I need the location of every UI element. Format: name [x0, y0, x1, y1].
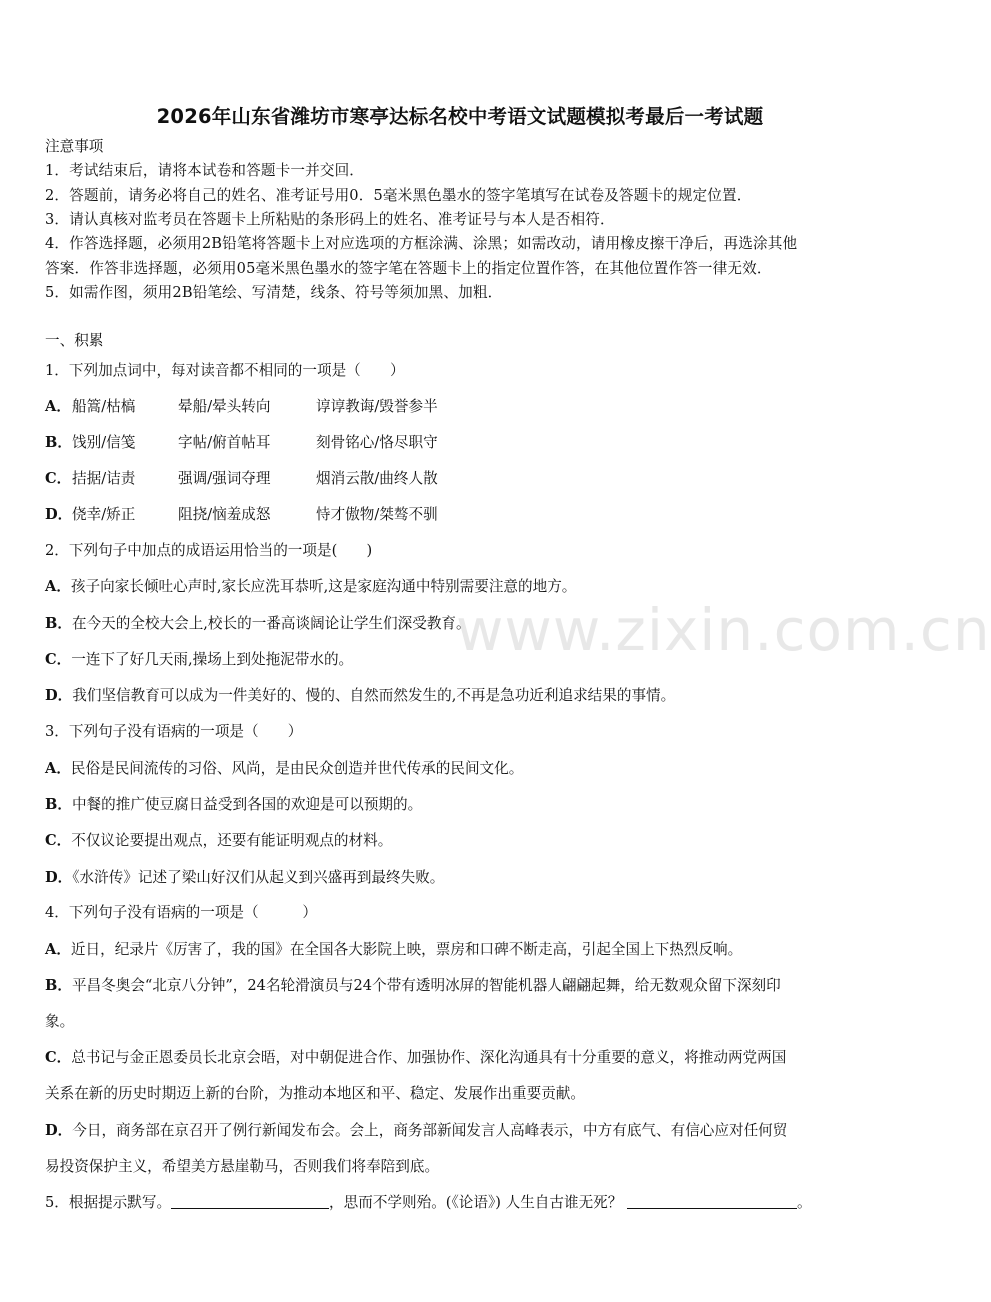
option-text: 《水浒传》记述了梁山好汉们从起义到兴盛再到最终失败。 [72, 869, 445, 886]
question-3-option-a [45, 759, 523, 779]
option-label: D． [45, 687, 73, 704]
option-label: A． [45, 398, 71, 415]
watermark [456, 596, 991, 664]
question-4-option-d [45, 1121, 787, 1141]
option-label: A． [45, 941, 71, 958]
option-text: 我们坚信教育可以成为一件美好的、慢的、自然而然发生的,不再是急功近利追求结果的事情。 [72, 687, 676, 704]
option-text: 孩子向家长倾吐心声时,家长应洗耳恭听,这是家庭沟通中特别需要注意的地方。 [70, 578, 577, 595]
option-cell: 谆谆教诲/毁誉参半 [316, 398, 438, 415]
question-5-end: 。 [797, 1194, 812, 1211]
question-3-option-b [45, 795, 422, 815]
question-2-stem: 2．下列句子中加点的成语运用恰当的一项是( ) [45, 542, 373, 559]
question-4-stem: 4．下列句子没有语病的一项是（ ） [45, 904, 317, 921]
question-4-option-b-cont: 象。 [45, 1013, 75, 1030]
option-text: 平昌冬奥会“北京八分钟”，24名轮滑演员与24个带有透明冰屏的智能机器人翩翩起舞，给无数观众留下深刻印 [71, 977, 781, 994]
option-cell: 拮据/诘责 [72, 470, 136, 487]
notice-item-2: 2．答题前，请务必将自己的姓名、准考证号用0．5毫米黑色墨水的签字笔填写在试卷及答题卡的规定位置． [45, 187, 752, 204]
notice-item-5: 5．如需作图，须用2B铅笔绘、写清楚，线条、符号等须加黑、加粗． [45, 284, 503, 301]
option-label: C． [45, 470, 72, 487]
option-label: B． [45, 434, 72, 451]
option-label: A． [45, 578, 71, 595]
fill-blank-2[interactable] [627, 1194, 797, 1209]
question-4-option-b [45, 976, 781, 996]
question-3-option-c [45, 831, 392, 851]
question-1-option-a [45, 397, 845, 417]
question-3-option-d [45, 868, 444, 888]
option-cell: 字帖/俯首帖耳 [178, 434, 271, 451]
question-4-option-a [45, 940, 742, 960]
question-4-option-c [45, 1048, 786, 1068]
option-cell: 船篙/枯槁 [72, 398, 136, 415]
question-1-option-c [45, 469, 845, 489]
option-label: C． [45, 832, 72, 849]
option-label: C． [45, 651, 72, 668]
option-label: A． [45, 760, 71, 777]
question-1-option-b [45, 433, 845, 453]
question-2-option-b [45, 614, 471, 634]
option-label: D． [45, 869, 73, 886]
page-title: 2026年山东省潍坊市寒亭达标名校中考语文试题模拟考最后一考试题 [156, 105, 764, 128]
question-2-option-d [45, 686, 675, 706]
option-cell: 强调/强词夺理 [178, 470, 271, 487]
option-label: B． [45, 615, 72, 632]
option-text: 不仅议论要提出观点，还要有能证明观点的材料。 [71, 832, 393, 849]
option-label: D． [45, 1122, 73, 1139]
notice-item-1: 1．考试结束后，请将本试卷和答题卡一并交回． [45, 162, 365, 179]
option-label: B． [45, 977, 72, 994]
notice-item-4-cont: 答案．作答非选择题，必须用05毫米黑色墨水的签字笔在答题卡上的指定位置作答，在其他位置作答一律无效． [45, 260, 772, 277]
option-cell: 阻挠/恼羞成怒 [178, 506, 271, 523]
watermark-text: www.zixin.com.cn [456, 596, 991, 664]
option-text: 中餐的推广使豆腐日益受到各国的欢迎是可以预期的。 [71, 796, 423, 813]
question-5 [45, 1193, 812, 1213]
section-heading: 一、积累 [45, 332, 104, 349]
option-text: 在今天的全校大会上,校长的一番高谈阔论让学生们深受教育。 [71, 615, 471, 632]
option-cell: 晕船/晕头转向 [178, 398, 271, 415]
option-cell: 侥幸/矫正 [72, 506, 136, 523]
option-label: C． [45, 1049, 72, 1066]
option-cell: 饯别/信笺 [72, 434, 136, 451]
question-4-option-d-cont: 易投资保护主义，希望美方悬崖勒马，否则我们将奉陪到底。 [45, 1158, 440, 1175]
option-cell: 恃才傲物/桀骜不驯 [316, 506, 438, 523]
option-cell: 刻骨铭心/恪尽职守 [316, 434, 438, 451]
question-2-option-a [45, 577, 576, 597]
option-text: 总书记与金正恩委员长北京会晤，对中朝促进合作、加强协作、深化沟通具有十分重要的意义，将推动两党两国 [71, 1049, 787, 1066]
option-text: 一连下了好几天雨,操场上到处拖泥带水的。 [71, 651, 354, 668]
option-text: 民俗是民间流传的习俗、风尚，是由民众创造并世代传承的民间文化。 [70, 760, 524, 777]
question-5-middle: ，思而不学则殆。(《论语》) 人生自古谁无死？ [329, 1194, 623, 1211]
option-text: 近日，纪录片《厉害了，我的国》在全国各大影院上映，票房和口碑不断走高，引起全国上下热烈反响。 [70, 941, 743, 958]
option-label: B． [45, 796, 72, 813]
notice-heading: 注意事项 [45, 138, 104, 155]
question-1-option-d [45, 505, 845, 525]
question-2-option-c [45, 650, 353, 670]
notice-item-3: 3．请认真核对监考员在答题卡上所粘贴的条形码上的姓名、准考证号与本人是否相符． [45, 211, 615, 228]
question-5-prefix: 5．根据提示默写。 [45, 1194, 172, 1211]
option-label: D． [45, 506, 73, 523]
notice-item-4: 4．作答选择题，必须用2B铅笔将答题卡上对应选项的方框涂满、涂黑；如需改动，请用橡皮擦干净后，再选涂其他 [45, 235, 798, 252]
question-1-stem: 1．下列加点词中，每对读音都不相同的一项是（ ） [45, 362, 405, 379]
question-3-stem: 3．下列句子没有语病的一项是（ ） [45, 723, 303, 740]
question-4-option-c-cont: 关系在新的历史时期迈上新的台阶，为推动本地区和平、稳定、发展作出重要贡献。 [45, 1085, 585, 1102]
fill-blank-1[interactable] [171, 1194, 329, 1209]
option-text: 今日，商务部在京召开了例行新闻发布会。会上，商务部新闻发言人高峰表示，中方有底气、有信心应对任何贸 [72, 1122, 788, 1139]
option-cell: 烟消云散/曲终人散 [316, 470, 438, 487]
